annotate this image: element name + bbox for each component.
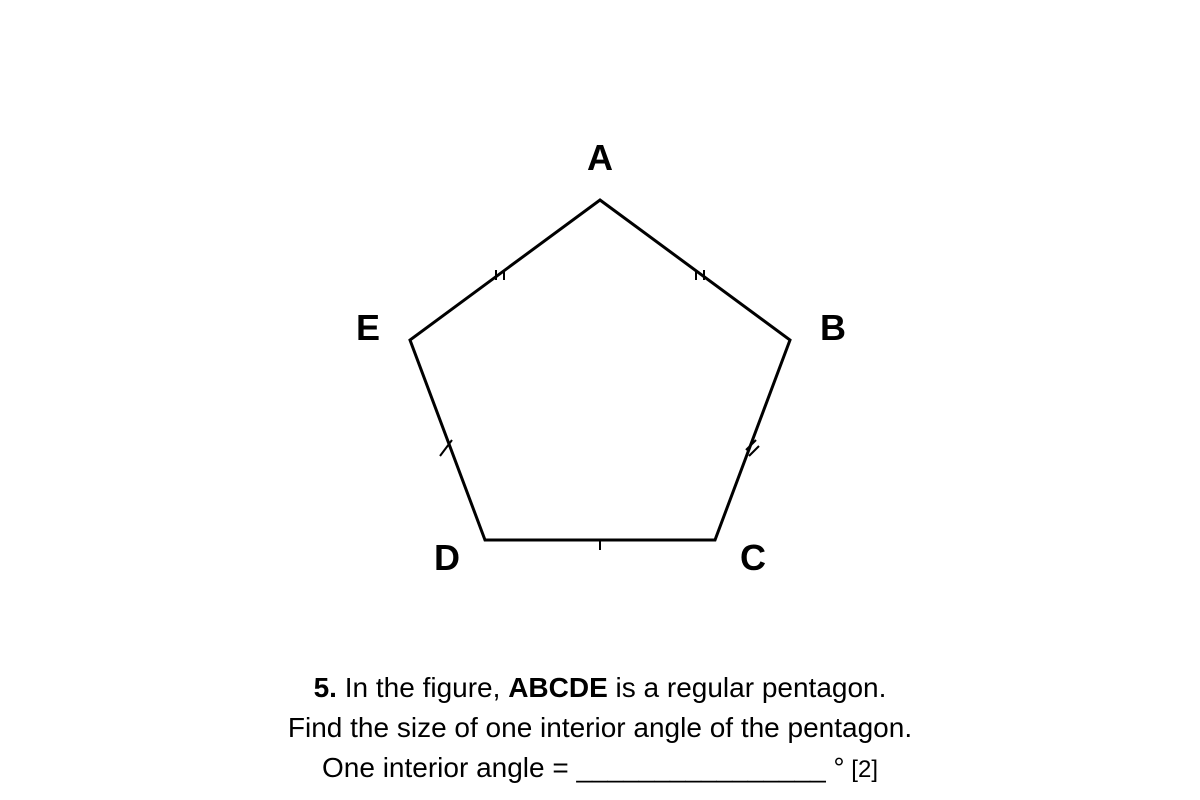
pentagon-outline	[410, 200, 790, 540]
vertex-label-e: E	[355, 307, 381, 348]
question-line-1	[0, 668, 1200, 708]
vertex-label-b: B	[820, 307, 846, 348]
question-number: 5.	[313, 672, 337, 703]
vertex-label-d: D	[434, 537, 460, 578]
question-line-1-end: is a regular pentagon.	[607, 672, 887, 703]
answer-line	[0, 748, 1200, 790]
question-line-2: Find the size of one interior angle of the pentagon.	[287, 712, 913, 743]
answer-label: One interior angle =	[322, 752, 577, 783]
equal-side-marks	[440, 270, 759, 550]
degree-unit: °	[825, 752, 845, 783]
vertex-label-c: C	[740, 537, 766, 578]
shape-name: ABCDE	[508, 672, 608, 703]
answer-blank[interactable]: ________________	[576, 752, 826, 783]
question-text	[0, 668, 1200, 790]
question-line-1-start: In the figure,	[336, 672, 509, 703]
marks-label: [2]	[844, 756, 878, 783]
vertex-label-a: A	[587, 137, 613, 178]
